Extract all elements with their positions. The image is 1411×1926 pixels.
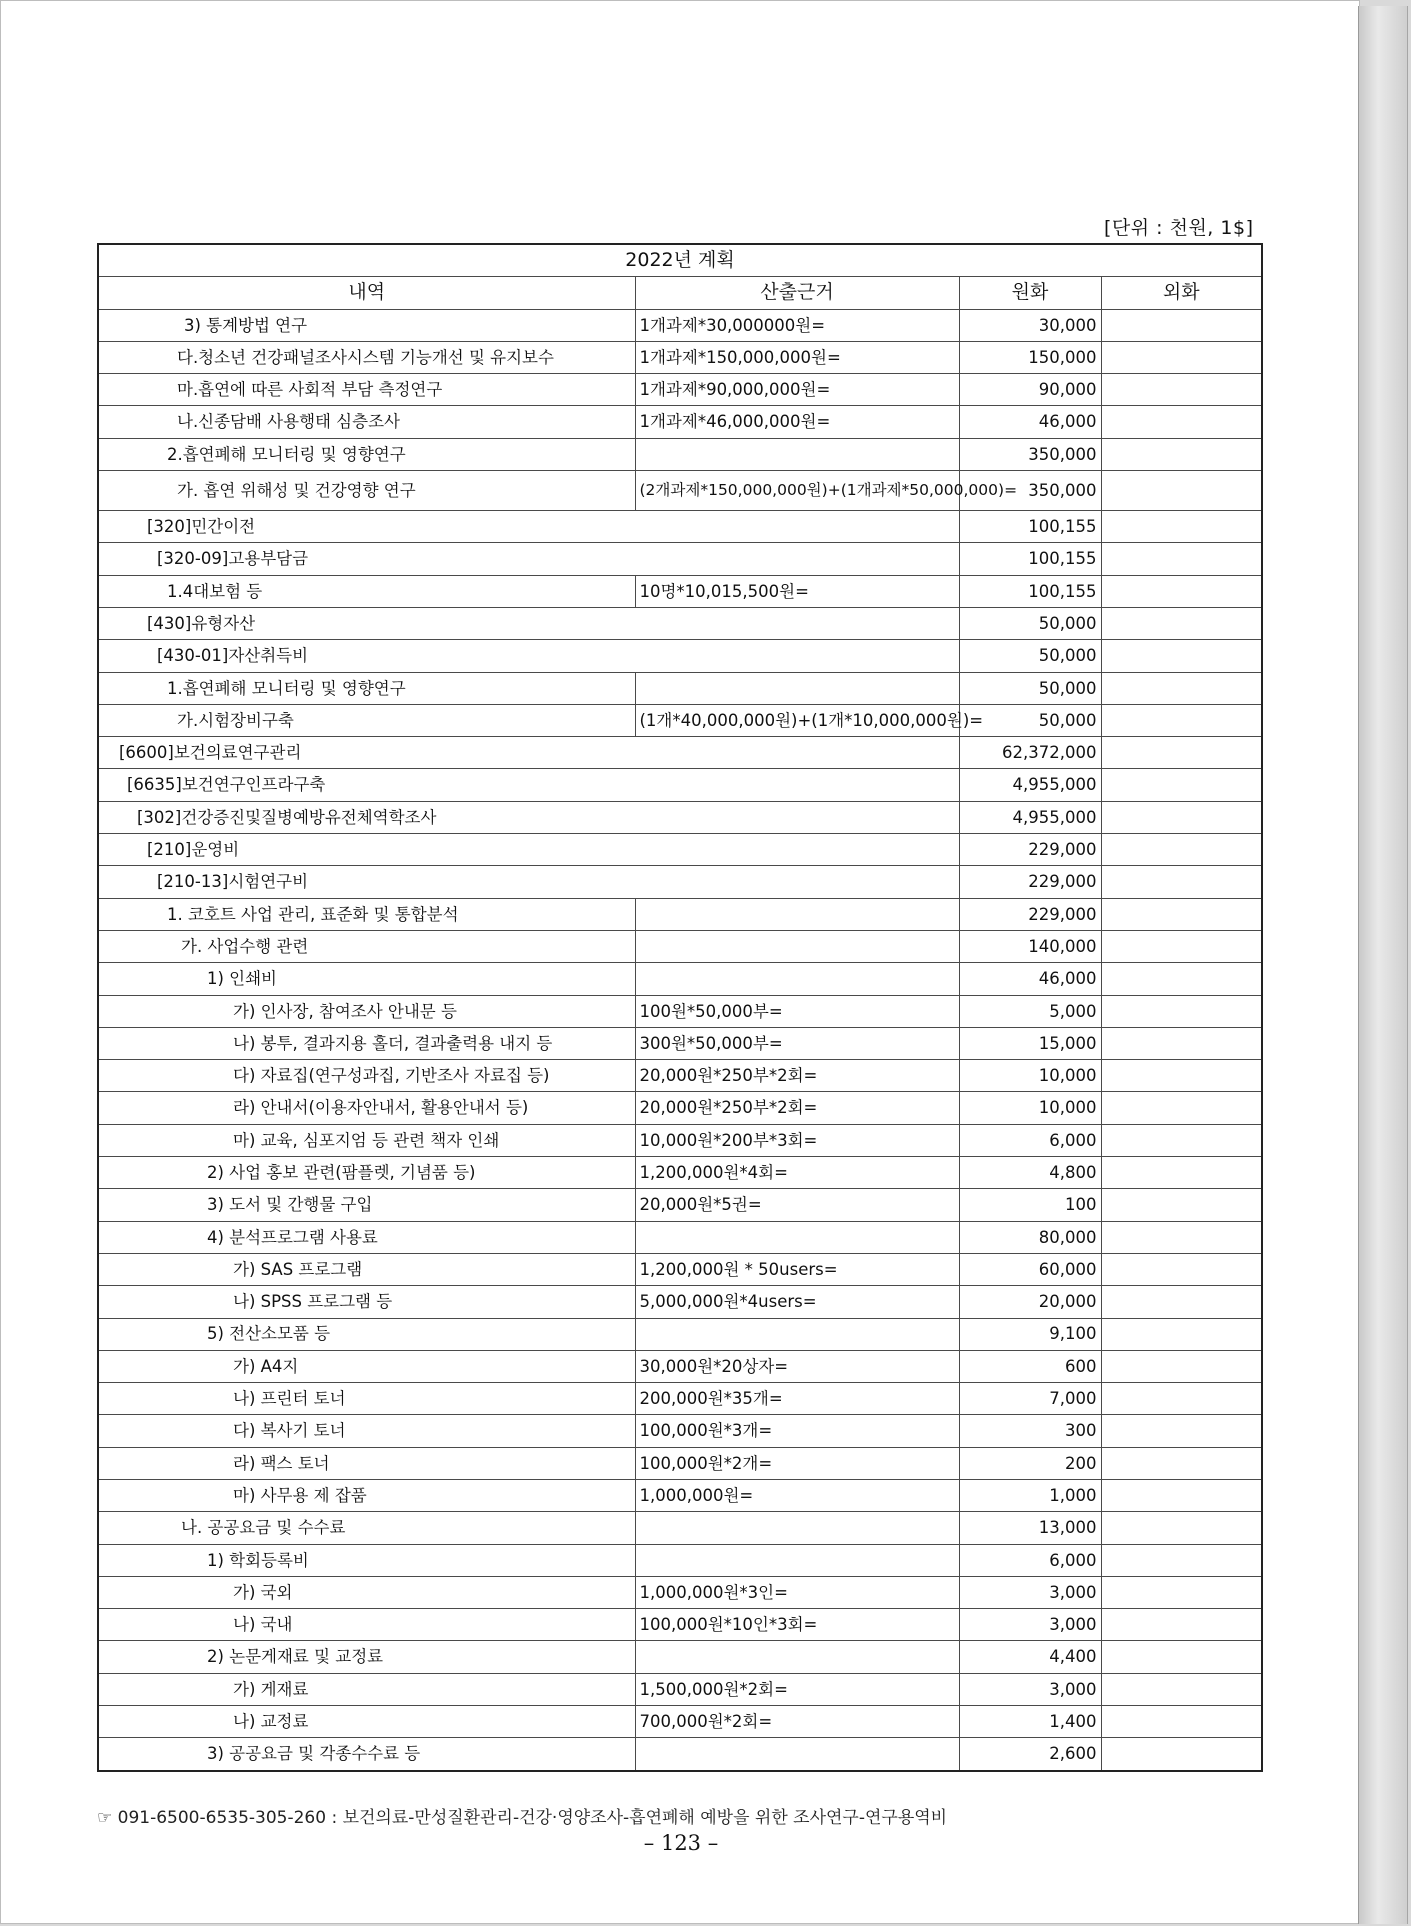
row-krw: 50,000 — [959, 607, 1101, 639]
row-krw: 100,155 — [959, 575, 1101, 607]
row-krw: 4,400 — [959, 1641, 1101, 1673]
row-foreign — [1101, 1060, 1262, 1092]
row-foreign — [1101, 704, 1262, 736]
row-krw: 2,600 — [959, 1738, 1101, 1771]
row-basis — [635, 1221, 959, 1253]
row-krw: 150,000 — [959, 341, 1101, 373]
row-krw: 3,000 — [959, 1673, 1101, 1705]
plan-title: 2022년 계획 — [98, 244, 1262, 277]
row-basis: (1개*40,000,000원)+(1개*10,000,000원)= — [635, 704, 959, 736]
row-foreign — [1101, 1576, 1262, 1608]
row-item: 나.신종담배 사용행태 심층조사 — [98, 406, 635, 438]
row-item: 가) 국외 — [98, 1576, 635, 1608]
table-row — [98, 704, 1262, 736]
row-krw: 10,000 — [959, 1092, 1101, 1124]
row-item: [320]민간이전 — [98, 511, 959, 543]
row-item: [210]운영비 — [98, 834, 959, 866]
row-foreign — [1101, 866, 1262, 898]
row-foreign — [1101, 1479, 1262, 1511]
row-item: 3) 도서 및 간행물 구입 — [98, 1189, 635, 1221]
row-basis — [635, 1318, 959, 1350]
row-basis: (2개과제*150,000,000원)+(1개과제*50,000,000)= — [635, 471, 959, 511]
row-item: 3) 공공요금 및 각종수수료 등 — [98, 1738, 635, 1771]
row-krw: 10,000 — [959, 1060, 1101, 1092]
row-basis: 30,000원*20상자= — [635, 1350, 959, 1382]
row-foreign — [1101, 1706, 1262, 1738]
row-item: 나) 봉투, 결과지용 홀더, 결과출력용 내지 등 — [98, 1027, 635, 1059]
table-row — [98, 1641, 1262, 1673]
row-item: 1. 코호트 사업 관리, 표준화 및 통합분석 — [98, 898, 635, 930]
row-basis — [635, 1544, 959, 1576]
table-row — [98, 1706, 1262, 1738]
row-foreign — [1101, 834, 1262, 866]
row-krw: 300 — [959, 1415, 1101, 1447]
row-krw: 4,955,000 — [959, 769, 1101, 801]
row-basis: 1개과제*90,000,000원= — [635, 374, 959, 406]
row-item: 가.시험장비구축 — [98, 704, 635, 736]
unit-label: [단위 : 천원, 1$] — [1104, 217, 1254, 239]
row-basis: 1개과제*150,000,000원= — [635, 341, 959, 373]
table-row — [98, 1221, 1262, 1253]
row-basis: 100,000원*10인*3회= — [635, 1609, 959, 1641]
row-krw: 350,000 — [959, 471, 1101, 511]
row-krw: 60,000 — [959, 1253, 1101, 1285]
row-item: 4) 분석프로그램 사용료 — [98, 1221, 635, 1253]
table-row — [98, 406, 1262, 438]
table-row — [98, 801, 1262, 833]
row-basis: 10,000원*200부*3회= — [635, 1124, 959, 1156]
row-krw: 50,000 — [959, 672, 1101, 704]
header-foreign: 외화 — [1101, 277, 1262, 309]
row-krw: 20,000 — [959, 1286, 1101, 1318]
row-krw: 350,000 — [959, 438, 1101, 470]
row-item: 1) 인쇄비 — [98, 963, 635, 995]
row-krw: 100,155 — [959, 543, 1101, 575]
row-item: 마.흡연에 따른 사회적 부담 측정연구 — [98, 374, 635, 406]
row-krw: 5,000 — [959, 995, 1101, 1027]
table-row — [98, 1576, 1262, 1608]
table-row — [98, 1027, 1262, 1059]
table-row — [98, 995, 1262, 1027]
row-item: 나. 공공요금 및 수수료 — [98, 1512, 635, 1544]
row-basis: 1,200,000원*4회= — [635, 1157, 959, 1189]
row-item: 3) 통계방법 연구 — [98, 309, 635, 341]
row-krw: 6,000 — [959, 1124, 1101, 1156]
row-basis: 700,000원*2회= — [635, 1706, 959, 1738]
row-krw: 3,000 — [959, 1609, 1101, 1641]
table-row — [98, 834, 1262, 866]
row-basis — [635, 930, 959, 962]
row-item: 나) 프린터 토너 — [98, 1383, 635, 1415]
row-foreign — [1101, 341, 1262, 373]
row-item: 마) 교육, 심포지엄 등 관련 책자 인쇄 — [98, 1124, 635, 1156]
table-row — [98, 1189, 1262, 1221]
table-row — [98, 1318, 1262, 1350]
row-basis — [635, 963, 959, 995]
row-foreign — [1101, 471, 1262, 511]
row-item: [320-09]고용부담금 — [98, 543, 959, 575]
row-item: 가) SAS 프로그램 — [98, 1253, 635, 1285]
row-krw: 46,000 — [959, 406, 1101, 438]
budget-table — [97, 243, 1263, 1772]
row-basis: 200,000원*35개= — [635, 1383, 959, 1415]
table-row — [98, 1124, 1262, 1156]
row-foreign — [1101, 374, 1262, 406]
row-item: 나) 교정료 — [98, 1706, 635, 1738]
row-item: 가. 흡연 위해성 및 건강영향 연구 — [98, 471, 635, 511]
row-foreign — [1101, 1415, 1262, 1447]
row-foreign — [1101, 769, 1262, 801]
table-row — [98, 1738, 1262, 1771]
row-foreign — [1101, 1350, 1262, 1382]
row-foreign — [1101, 1027, 1262, 1059]
row-basis: 1,500,000원*2회= — [635, 1673, 959, 1705]
row-foreign — [1101, 1221, 1262, 1253]
table-row — [98, 898, 1262, 930]
table-row — [98, 1157, 1262, 1189]
row-krw: 140,000 — [959, 930, 1101, 962]
row-foreign — [1101, 801, 1262, 833]
row-foreign — [1101, 1286, 1262, 1318]
row-item: 나) 국내 — [98, 1609, 635, 1641]
header-item: 내역 — [98, 277, 635, 309]
row-item: 다) 복사기 토너 — [98, 1415, 635, 1447]
row-foreign — [1101, 1157, 1262, 1189]
row-basis — [635, 672, 959, 704]
header-krw: 원화 — [959, 277, 1101, 309]
row-krw: 9,100 — [959, 1318, 1101, 1350]
row-foreign — [1101, 1318, 1262, 1350]
row-basis: 5,000,000원*4users= — [635, 1286, 959, 1318]
row-basis: 1개과제*30,000000원= — [635, 309, 959, 341]
row-basis: 1,000,000원*3인= — [635, 1576, 959, 1608]
row-item: 가) 게재료 — [98, 1673, 635, 1705]
row-item: 1.흡연폐해 모니터링 및 영향연구 — [98, 672, 635, 704]
table-row — [98, 1609, 1262, 1641]
table-body — [98, 309, 1262, 1771]
row-foreign — [1101, 1512, 1262, 1544]
row-foreign — [1101, 1189, 1262, 1221]
row-krw: 80,000 — [959, 1221, 1101, 1253]
row-foreign — [1101, 1447, 1262, 1479]
row-foreign — [1101, 1544, 1262, 1576]
row-foreign — [1101, 543, 1262, 575]
row-krw: 229,000 — [959, 866, 1101, 898]
table-row — [98, 1544, 1262, 1576]
table-row — [98, 309, 1262, 341]
row-krw: 6,000 — [959, 1544, 1101, 1576]
table-row — [98, 963, 1262, 995]
row-foreign — [1101, 438, 1262, 470]
table-row — [98, 607, 1262, 639]
row-basis — [635, 1738, 959, 1771]
row-foreign — [1101, 898, 1262, 930]
table-row — [98, 1253, 1262, 1285]
row-krw: 46,000 — [959, 963, 1101, 995]
row-item: 다.청소년 건강패널조사시스템 기능개선 및 유지보수 — [98, 341, 635, 373]
row-item: [430-01]자산취득비 — [98, 640, 959, 672]
row-krw: 3,000 — [959, 1576, 1101, 1608]
row-item: [210-13]시험연구비 — [98, 866, 959, 898]
row-item: 마) 사무용 제 잡품 — [98, 1479, 635, 1511]
row-krw: 600 — [959, 1350, 1101, 1382]
row-item: 다) 자료집(연구성과집, 기반조사 자료집 등) — [98, 1060, 635, 1092]
row-basis: 10명*10,015,500원= — [635, 575, 959, 607]
row-foreign — [1101, 930, 1262, 962]
row-foreign — [1101, 640, 1262, 672]
row-krw: 30,000 — [959, 309, 1101, 341]
page-number: – 123 – — [643, 1831, 719, 1855]
row-krw: 13,000 — [959, 1512, 1101, 1544]
table-row — [98, 1286, 1262, 1318]
table-row — [98, 1092, 1262, 1124]
table-row — [98, 1512, 1262, 1544]
row-krw: 229,000 — [959, 898, 1101, 930]
row-item: 가. 사업수행 관련 — [98, 930, 635, 962]
table-row — [98, 672, 1262, 704]
row-foreign — [1101, 406, 1262, 438]
row-basis: 1,200,000원 * 50users= — [635, 1253, 959, 1285]
row-krw: 50,000 — [959, 640, 1101, 672]
table-row — [98, 1673, 1262, 1705]
row-item: 2.흡연폐해 모니터링 및 영향연구 — [98, 438, 635, 470]
table-row — [98, 511, 1262, 543]
row-foreign — [1101, 511, 1262, 543]
row-krw: 200 — [959, 1447, 1101, 1479]
row-krw: 50,000 — [959, 704, 1101, 736]
row-foreign — [1101, 309, 1262, 341]
row-krw: 90,000 — [959, 374, 1101, 406]
row-basis: 100,000원*3개= — [635, 1415, 959, 1447]
table-row — [98, 1479, 1262, 1511]
row-foreign — [1101, 1673, 1262, 1705]
table-row — [98, 374, 1262, 406]
row-krw: 62,372,000 — [959, 737, 1101, 769]
table-row — [98, 341, 1262, 373]
row-krw: 100 — [959, 1189, 1101, 1221]
table-row — [98, 640, 1262, 672]
row-krw: 4,955,000 — [959, 801, 1101, 833]
row-item: 나) SPSS 프로그램 등 — [98, 1286, 635, 1318]
row-foreign — [1101, 1253, 1262, 1285]
row-item: [6600]보건의료연구관리 — [98, 737, 959, 769]
row-foreign — [1101, 1124, 1262, 1156]
row-foreign — [1101, 1383, 1262, 1415]
row-foreign — [1101, 607, 1262, 639]
row-item: 가) 인사장, 참여조사 안내문 등 — [98, 995, 635, 1027]
row-basis — [635, 438, 959, 470]
row-item: 가) A4지 — [98, 1350, 635, 1382]
row-basis: 20,000원*250부*2회= — [635, 1092, 959, 1124]
table-row — [98, 575, 1262, 607]
row-basis — [635, 898, 959, 930]
row-foreign — [1101, 575, 1262, 607]
row-basis: 20,000원*250부*2회= — [635, 1060, 959, 1092]
row-foreign — [1101, 963, 1262, 995]
row-krw: 7,000 — [959, 1383, 1101, 1415]
row-item: 5) 전산소모품 등 — [98, 1318, 635, 1350]
page-stack-edge — [1358, 6, 1408, 1924]
row-basis: 300원*50,000부= — [635, 1027, 959, 1059]
row-basis: 100,000원*2개= — [635, 1447, 959, 1479]
table-row — [98, 930, 1262, 962]
table-row — [98, 471, 1262, 511]
row-foreign — [1101, 1092, 1262, 1124]
row-item: 라) 안내서(이용자안내서, 활용안내서 등) — [98, 1092, 635, 1124]
row-basis — [635, 1641, 959, 1673]
row-item: [302]건강증진및질병예방유전체역학조사 — [98, 801, 959, 833]
row-basis: 20,000원*5권= — [635, 1189, 959, 1221]
table-row — [98, 769, 1262, 801]
row-foreign — [1101, 672, 1262, 704]
row-basis: 1개과제*46,000,000원= — [635, 406, 959, 438]
row-krw: 229,000 — [959, 834, 1101, 866]
row-foreign — [1101, 1609, 1262, 1641]
row-item: 1) 학회등록비 — [98, 1544, 635, 1576]
row-foreign — [1101, 1641, 1262, 1673]
row-foreign — [1101, 737, 1262, 769]
row-item: 1.4대보험 등 — [98, 575, 635, 607]
table-row — [98, 1060, 1262, 1092]
table-row — [98, 543, 1262, 575]
row-krw: 4,800 — [959, 1157, 1101, 1189]
row-basis — [635, 1512, 959, 1544]
row-item: 라) 팩스 토너 — [98, 1447, 635, 1479]
row-item: 2) 사업 홍보 관련(팜플렛, 기념품 등) — [98, 1157, 635, 1189]
row-basis: 1,000,000원= — [635, 1479, 959, 1511]
row-foreign — [1101, 995, 1262, 1027]
footnote: ☞ 091-6500-6535-305-260 : 보건의료-만성질환관리-건강·영양조사-흡연폐해 예방을 위한 조사연구-연구용역비 — [97, 1808, 948, 1828]
header-basis: 산출근거 — [635, 277, 959, 309]
row-item: [430]유형자산 — [98, 607, 959, 639]
table-row — [98, 866, 1262, 898]
table-row — [98, 438, 1262, 470]
table-row — [98, 1415, 1262, 1447]
table-row — [98, 1383, 1262, 1415]
row-krw: 1,000 — [959, 1479, 1101, 1511]
row-krw: 1,400 — [959, 1706, 1101, 1738]
row-krw: 100,155 — [959, 511, 1101, 543]
row-krw: 15,000 — [959, 1027, 1101, 1059]
table-row — [98, 1350, 1262, 1382]
row-item: 2) 논문게재료 및 교정료 — [98, 1641, 635, 1673]
row-basis: 100원*50,000부= — [635, 995, 959, 1027]
row-foreign — [1101, 1738, 1262, 1771]
row-item: [6635]보건연구인프라구축 — [98, 769, 959, 801]
table-row — [98, 1447, 1262, 1479]
table-row — [98, 737, 1262, 769]
